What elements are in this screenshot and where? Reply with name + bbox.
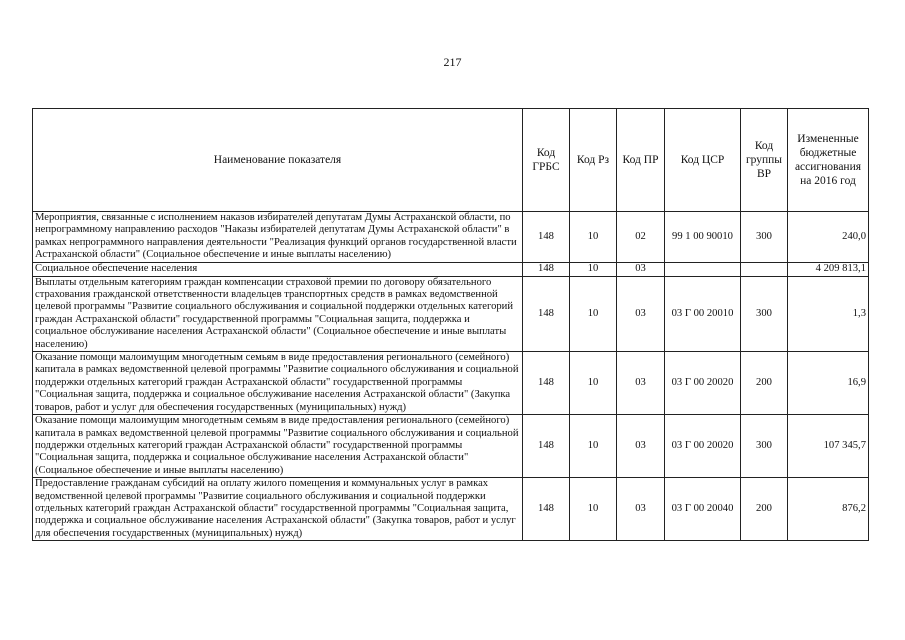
row-name: Оказание помощи малоимущим многодетным семьям в виде предоставления регионального (семейного) капитала в рамках ведомственной целевой программы "Развитие социального обслуживания и социальной поддержки отдельных категорий граждан Астраханской области" государственной программы "Социальная защита, поддержка и социальное обслуживание населения Астраханской области" (Социальное обеспечение и иные выплаты населению) bbox=[33, 415, 523, 478]
row-rz: 10 bbox=[570, 415, 617, 478]
header-grbs: Код ГРБС bbox=[523, 109, 570, 212]
header-pr: Код ПР bbox=[617, 109, 665, 212]
row-pr: 03 bbox=[617, 478, 665, 541]
table-row bbox=[33, 352, 869, 415]
row-rz: 10 bbox=[570, 478, 617, 541]
row-name: Социальное обеспечение населения bbox=[33, 262, 523, 276]
table-row bbox=[33, 262, 869, 276]
row-rz: 10 bbox=[570, 212, 617, 263]
row-grbs: 148 bbox=[523, 262, 570, 276]
row-amount: 16,9 bbox=[788, 352, 869, 415]
row-csr: 03 Г 00 20020 bbox=[665, 352, 741, 415]
row-vr: 300 bbox=[741, 415, 788, 478]
row-amount: 107 345,7 bbox=[788, 415, 869, 478]
row-grbs: 148 bbox=[523, 212, 570, 263]
row-pr: 03 bbox=[617, 276, 665, 351]
row-vr: 200 bbox=[741, 478, 788, 541]
budget-table bbox=[32, 108, 869, 541]
row-name: Оказание помощи малоимущим многодетным семьям в виде предоставления регионального (семейного) капитала в рамках ведомственной целевой программы "Развитие социального обслуживания и социальной поддержки отдельных категорий граждан Астраханской области" государственной программы "Социальная защита, поддержка и социальное обслуживание населения Астраханской области" (Закупка товаров, работ и услуг для обеспечения государственных (муниципальных) нужд) bbox=[33, 352, 523, 415]
row-amount: 1,3 bbox=[788, 276, 869, 351]
row-pr: 03 bbox=[617, 415, 665, 478]
row-amount: 4 209 813,1 bbox=[788, 262, 869, 276]
row-csr: 03 Г 00 20020 bbox=[665, 415, 741, 478]
row-vr: 300 bbox=[741, 276, 788, 351]
table-row bbox=[33, 212, 869, 263]
row-rz: 10 bbox=[570, 276, 617, 351]
row-grbs: 148 bbox=[523, 276, 570, 351]
row-csr: 03 Г 00 20010 bbox=[665, 276, 741, 351]
row-vr: 300 bbox=[741, 212, 788, 263]
row-pr: 03 bbox=[617, 262, 665, 276]
table-row bbox=[33, 478, 869, 541]
row-vr bbox=[741, 262, 788, 276]
header-rz: Код Рз bbox=[570, 109, 617, 212]
row-name: Выплаты отдельным категориям граждан компенсации страховой премии по договору обязательного страхования гражданской ответственности владельцев транспортных средств в рамках ведомственной целевой программы "Развитие социального обслуживания и социальной поддержки отдельных категорий граждан Астраханской области" государственной программы "Социальная защита, поддержка и социальное обслуживание населения Астраханской области" (Социальное обеспечение и иные выплаты населению) bbox=[33, 276, 523, 351]
row-rz: 10 bbox=[570, 352, 617, 415]
table-header-row bbox=[33, 109, 869, 212]
header-csr: Код ЦСР bbox=[665, 109, 741, 212]
row-grbs: 148 bbox=[523, 478, 570, 541]
row-csr: 03 Г 00 20040 bbox=[665, 478, 741, 541]
page-number: 217 bbox=[443, 55, 462, 69]
row-grbs: 148 bbox=[523, 415, 570, 478]
row-name: Мероприятия, связанные с исполнением наказов избирателей депутатам Думы Астраханской области, по непрограммному направлению расходов "Наказы избирателей депутатам Думы Астраханской области" в рамках непрограммного направления деятельности "Реализация функций органов государственной власти Астраханской области" (Социальное обеспечение и иные выплаты населению) bbox=[33, 212, 523, 263]
header-amount: Измененные бюджетные ассигнования на 2016 год bbox=[788, 109, 869, 212]
row-name: Предоставление гражданам субсидий на оплату жилого помещения и коммунальных услуг в рамках ведомственной целевой программы "Развитие социального обслуживания и социальной поддержки отдельных категорий граждан Астраханской области" государственной программы "Социальная защита, поддержка и социальное обслуживание населения Астраханской области" (Закупка товаров, работ и услуг для обеспечения государственных (муниципальных) нужд) bbox=[33, 478, 523, 541]
row-vr: 200 bbox=[741, 352, 788, 415]
row-rz: 10 bbox=[570, 262, 617, 276]
row-csr bbox=[665, 262, 741, 276]
row-amount: 876,2 bbox=[788, 478, 869, 541]
row-grbs: 148 bbox=[523, 352, 570, 415]
row-pr: 02 bbox=[617, 212, 665, 263]
table-row bbox=[33, 276, 869, 351]
header-name: Наименование показателя bbox=[33, 109, 523, 212]
table-row bbox=[33, 415, 869, 478]
row-amount: 240,0 bbox=[788, 212, 869, 263]
row-pr: 03 bbox=[617, 352, 665, 415]
row-csr: 99 1 00 90010 bbox=[665, 212, 741, 263]
header-vr: Код группы ВР bbox=[741, 109, 788, 212]
